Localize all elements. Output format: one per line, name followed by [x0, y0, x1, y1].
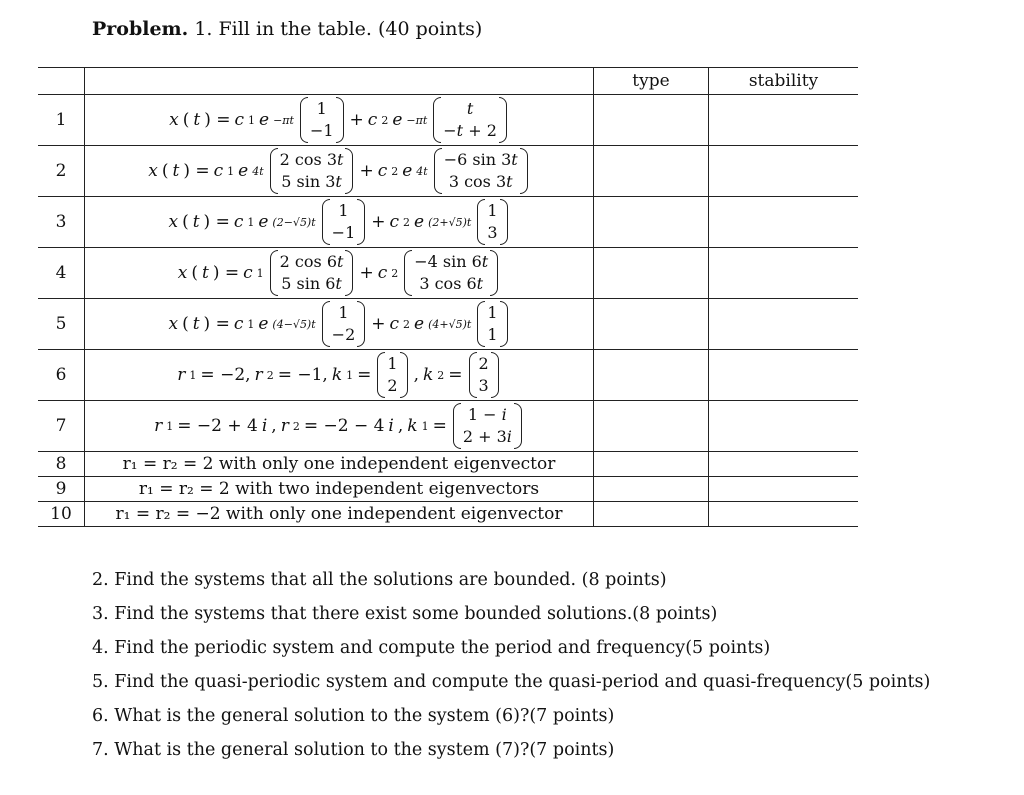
table-row	[38, 350, 858, 401]
stability-cell[interactable]	[709, 299, 859, 350]
question-item: 3. Find the systems that there exist some bounded solutions.(8 points)	[92, 604, 718, 624]
question-item: 6. What is the general solution to the system (6)?(7 points)	[92, 706, 615, 726]
type-cell[interactable]	[594, 299, 709, 350]
stability-cell[interactable]	[709, 350, 859, 401]
question-item: 7. What is the general solution to the system (7)?(7 points)	[92, 740, 615, 760]
table-row	[38, 146, 858, 197]
header-stability: stability	[709, 68, 859, 95]
system-formula: r 1 = −2 + 4 i , r 2 = −2 − 4 i , k 1 = 1 − i 2 + 3i	[85, 401, 594, 452]
system-description: r₁ = r₂ = 2 with only one independent eigenvector	[85, 452, 594, 477]
stability-cell[interactable]	[709, 401, 859, 452]
table-row	[38, 248, 858, 299]
stability-cell[interactable]	[709, 452, 859, 477]
question-list	[92, 566, 930, 770]
header-index-cell	[38, 68, 85, 95]
question-item: 2. Find the systems that all the solutions are bounded. (8 points)	[92, 570, 667, 590]
system-formula: x ( t ) = c 1 e (2−√5)t 1 −1 + c 2 e (2+√5)t 1 3	[85, 197, 594, 248]
type-cell[interactable]	[594, 197, 709, 248]
stability-cell[interactable]	[709, 248, 859, 299]
system-formula: x ( t ) = c 1 e −πt 1 −1 + c 2 e −πt t −t + 2	[85, 95, 594, 146]
table-header-row	[38, 68, 858, 95]
stability-cell[interactable]	[709, 95, 859, 146]
stability-cell[interactable]	[709, 502, 859, 527]
row-index: 5	[38, 299, 85, 350]
stability-cell[interactable]	[709, 146, 859, 197]
question-item: 4. Find the periodic system and compute the period and frequency(5 points)	[92, 638, 771, 658]
row-index: 10	[38, 502, 85, 527]
type-cell[interactable]	[594, 477, 709, 502]
table-row	[38, 299, 858, 350]
type-cell[interactable]	[594, 502, 709, 527]
table-row	[38, 95, 858, 146]
type-cell[interactable]	[594, 452, 709, 477]
row-index: 3	[38, 197, 85, 248]
row-index: 6	[38, 350, 85, 401]
systems-table	[38, 67, 858, 527]
problem-heading	[92, 18, 482, 40]
type-cell[interactable]	[594, 95, 709, 146]
system-formula: x ( t ) = c 1 e 4t 2 cos 3t 5 sin 3t + c 2 e 4t −6 sin 3t 3 cos 3t	[85, 146, 594, 197]
row-index: 2	[38, 146, 85, 197]
stability-cell[interactable]	[709, 477, 859, 502]
type-cell[interactable]	[594, 401, 709, 452]
row-index: 1	[38, 95, 85, 146]
problem-text: 1. Fill in the table. (40 points)	[188, 18, 483, 40]
row-index: 4	[38, 248, 85, 299]
table-row	[38, 502, 858, 527]
row-index: 9	[38, 477, 85, 502]
system-formula: r 1 = −2, r 2 = −1, k 1 = 1 2 , k 2 = 2 3	[85, 350, 594, 401]
problem-label: Problem.	[92, 18, 189, 40]
question-item: 5. Find the quasi-periodic system and compute the quasi-period and quasi-frequency(5 points)	[92, 672, 931, 692]
type-cell[interactable]	[594, 146, 709, 197]
header-system-cell	[85, 68, 594, 95]
system-formula: x ( t ) = c 1 e (4−√5)t 1 −2 + c 2 e (4+√5)t 1 1	[85, 299, 594, 350]
row-index: 8	[38, 452, 85, 477]
system-description: r₁ = r₂ = −2 with only one independent eigenvector	[85, 502, 594, 527]
type-cell[interactable]	[594, 350, 709, 401]
system-description: r₁ = r₂ = 2 with two independent eigenvectors	[85, 477, 594, 502]
table-row	[38, 197, 858, 248]
stability-cell[interactable]	[709, 197, 859, 248]
table-row	[38, 477, 858, 502]
table-row	[38, 452, 858, 477]
header-type: type	[594, 68, 709, 95]
system-formula: x ( t ) = c 1 2 cos 6t 5 sin 6t + c 2 −4 sin 6t 3 cos 6t	[85, 248, 594, 299]
row-index: 7	[38, 401, 85, 452]
table-row	[38, 401, 858, 452]
type-cell[interactable]	[594, 248, 709, 299]
